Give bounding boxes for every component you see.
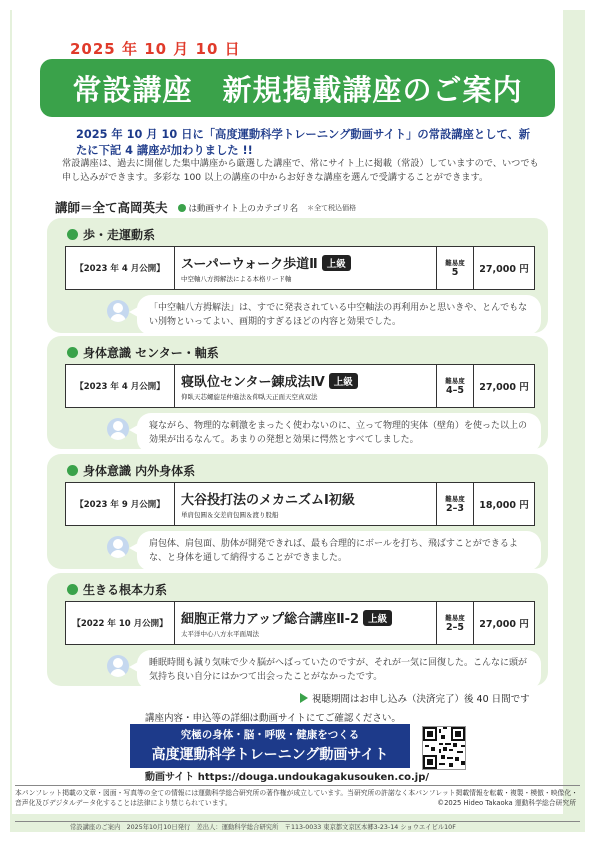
viewing-period: 視聴期間はお申し込み（決済完了）後 40 日間です [300, 691, 530, 705]
legend-text: は動画サイト上のカテゴリ名 [188, 204, 299, 214]
publish-date: 【2023 年 9 月公開】 [66, 483, 175, 525]
difficulty: 難易度 4–5 [437, 365, 474, 407]
category-heading: 身体意識 センター・軸系 [67, 344, 219, 361]
play-arrow-icon [300, 693, 308, 703]
category-heading: 歩・走運動系 [67, 226, 155, 243]
course-section [47, 336, 548, 449]
review-comment: 「中空軸八方拇解法」は、すでに発表されている中空軸法の再利用かと思いきや、とんでもない別物といってよい、画期的すぎるほどの内容と効果でした。 [137, 295, 541, 335]
course-subtitle: 中空軸八方拇解法による本格リード軸 [181, 275, 292, 283]
level-badge: 上級 [322, 255, 351, 271]
details-note: 講座内容・申込等の詳細は動画サイトにてご確認ください。 [145, 713, 401, 724]
category-legend [178, 202, 357, 214]
course-price: 18,000 円 [479, 500, 529, 511]
category-dot-icon [67, 465, 78, 476]
difficulty: 難易度 5 [437, 247, 474, 289]
difficulty: 難易度 2–3 [437, 483, 474, 525]
category-heading: 生きる根本力系 [67, 581, 167, 598]
category-heading: 身体意識 内外身体系 [67, 462, 195, 479]
copyright-footer [15, 785, 580, 822]
course-card[interactable] [65, 246, 535, 290]
issue-date: 2025 年 10 月 10 日 [70, 40, 241, 58]
course-card[interactable] [65, 364, 535, 408]
course-subtitle: 単肩包圓＆交差肩包圓＆渡り股船 [181, 511, 279, 519]
qr-code-icon[interactable] [422, 726, 466, 770]
review-comment: 寝ながら、物理的な刺激をまったく使わないのに、立って物理的実体（壁角）を使った以上の効果が出るなんて。あまりの発想と効果に愕然とすべてしました。 [137, 413, 541, 453]
category-dot-icon [67, 347, 78, 358]
site-tagline: 究極の身体・脳・呼吸・健康をつくる [180, 729, 360, 741]
publish-date: 【2023 年 4 月公開】 [66, 247, 175, 289]
reviewer-avatar-icon [107, 536, 129, 558]
reviewer-avatar-icon [107, 655, 129, 677]
course-price: 27,000 円 [479, 619, 529, 630]
site-url[interactable]: 動画サイト https://douga.undoukagakusouken.co.jp/ [145, 772, 430, 783]
site-name: 高度運動科学トレーニング動画サイト [151, 747, 389, 763]
publish-date: 【2022 年 10 月公開】 [66, 602, 175, 644]
review-comment: 肩包体、肩包面、肋体が開発できれば、最も合理的にボールを打ち、飛ばすことができるよな、と身体を通して納得することができました。 [137, 531, 541, 571]
teacher-row [55, 198, 356, 216]
copyright-line: ©2025 Hideo Takaoka 運動科学総合研究所 [437, 799, 576, 807]
course-price: 27,000 円 [479, 264, 529, 275]
course-title: スーパーウォーク歩道Ⅱ [181, 257, 318, 272]
level-badge: 上級 [363, 610, 392, 626]
level-badge: 上級 [329, 373, 358, 389]
footer-notice: 本パンフレット掲載の文章・図面・写真等の全ての情報には運動科学総合研究所の著作権が成立しています。当研究所の許諾なく本パンフレット掲載情報を転載・複製・模倣・映像化・音声化及びデジタルデータ化することは法律により禁じられています。 [15, 789, 578, 807]
course-subtitle: 太平洋中心八方水平面周法 [181, 630, 259, 638]
course-subtitle: 仰臥天芯螺旋足仲進法＆仰臥天正面天空真双法 [181, 393, 318, 401]
category-dot-icon [67, 584, 78, 595]
course-section [47, 454, 548, 569]
reviewer-avatar-icon [107, 300, 129, 322]
tax-note: ＊全て税込価格 [307, 204, 357, 212]
publisher-line: 常設講座のご案内 2025年10月10日発行 差出人：運動科学総合研究所 〒113-0033 東京都文京区本郷3-23-14 ショウエイビル10F [70, 824, 456, 831]
course-price: 27,000 円 [479, 382, 529, 393]
course-title: 大谷投打法のメカニズムⅠ初級 [181, 493, 355, 508]
course-section [47, 573, 548, 686]
course-title: 細胞正常力アップ総合講座Ⅱ-2 [181, 612, 360, 627]
course-title: 寝臥位センター錬成法Ⅳ [181, 375, 325, 390]
page-title-banner: 常設講座 新規掲載講座のご案内 [40, 59, 555, 117]
review-comment: 睡眠時間も減り気味で少々脳がへばっていたのですが、それが一気に回復した。こんなに頭が気持ち良い自分にはかつて出会ったことがなかったです。 [137, 650, 541, 690]
teacher-label: 講師＝全て高岡英夫 [55, 200, 168, 215]
intro-text: 常設講座は、過去に開催した集中講座から厳選した講座で、常にサイト上に掲載（常設）していますので、いつでも申し込みができます。多彩な 100 以上の講座の中からお好きな講座を選んで受講することができます。 [62, 158, 539, 183]
category-dot-icon [178, 204, 186, 212]
lead-text: 2025 年 10 月 10 日に「高度運動科学トレーニング動画サイト」の常設講座として、新たに下記 4 講座が加わりました !! [76, 128, 531, 157]
difficulty: 難易度 2–5 [437, 602, 474, 644]
category-dot-icon [67, 229, 78, 240]
course-section [47, 218, 548, 333]
course-card[interactable] [65, 482, 535, 526]
reviewer-avatar-icon [107, 418, 129, 440]
course-card[interactable] [65, 601, 535, 645]
site-banner[interactable] [130, 724, 410, 768]
publish-date: 【2023 年 4 月公開】 [66, 365, 175, 407]
